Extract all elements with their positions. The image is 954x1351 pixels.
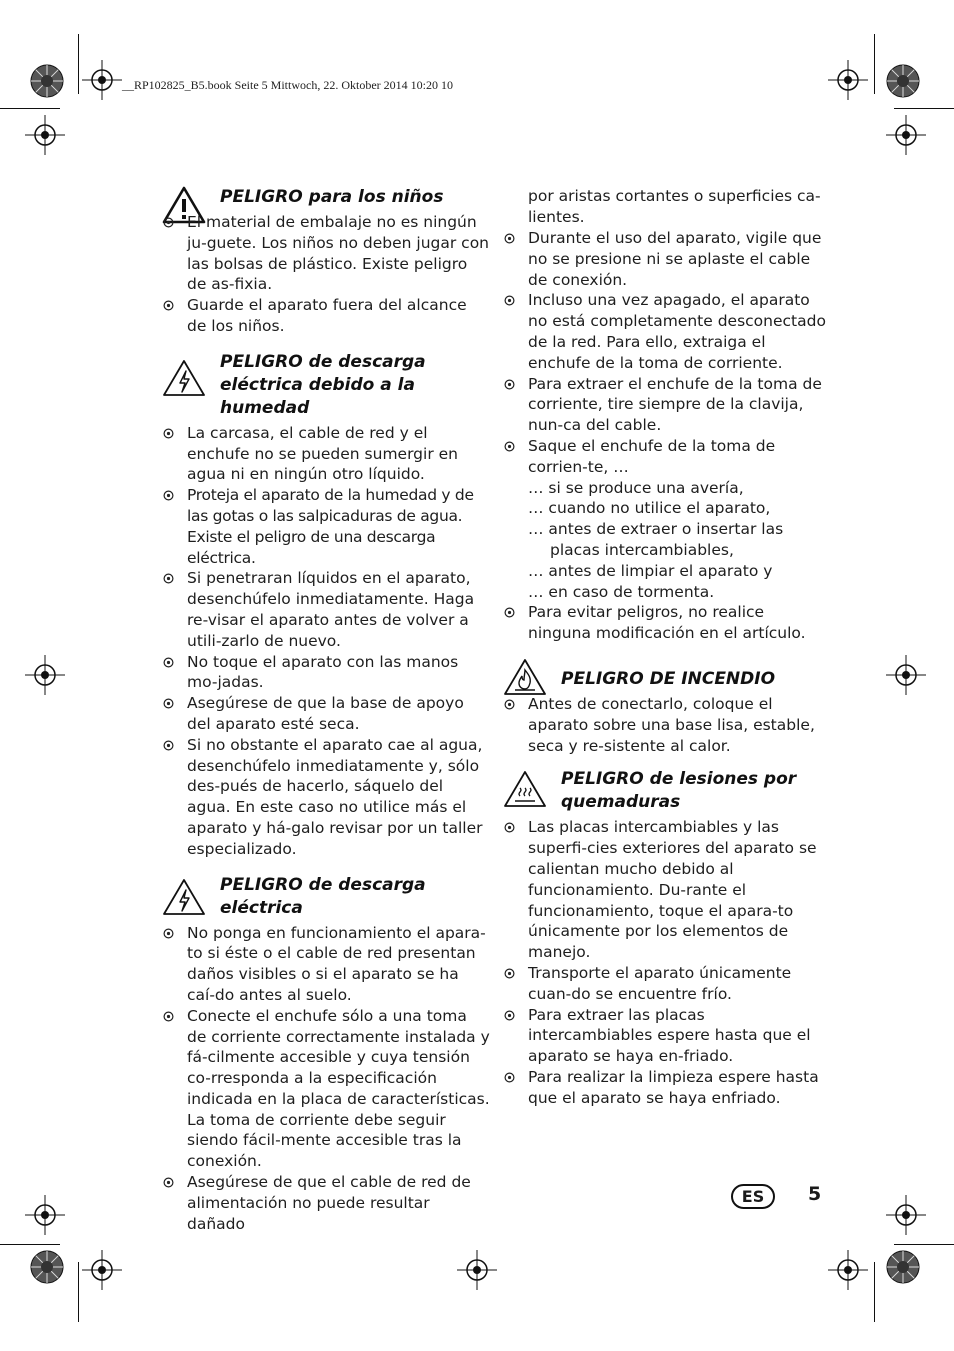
circle-dot-icon [163, 573, 174, 584]
page-number: 5 [808, 1183, 822, 1205]
circle-dot-icon [163, 428, 174, 439]
circle-dot-icon [504, 1010, 515, 1021]
crop-line [874, 34, 875, 94]
list-item: No toque el aparato con las manos mo-jadas. [160, 652, 490, 694]
sub-item: … antes de extraer o insertar las placas intercambiables, [528, 520, 784, 559]
right-column-list [501, 228, 831, 1108]
list-item: Si penetraran líquidos en el aparato, desenchúfelo inmediatamente. Haga re-visar el aparato antes de volver a utili-zarlo de nuevo. [160, 568, 490, 651]
sub-item: … en caso de tormenta. [528, 582, 715, 601]
section-fire-heading [501, 668, 831, 691]
crop-line [894, 108, 954, 109]
sub-item: … si se produce una avería, [528, 478, 744, 497]
language-badge: ES [731, 1184, 775, 1209]
registration-target-icon [828, 60, 868, 100]
section-electric-title: PELIGRO de descarga eléctrica [220, 874, 426, 918]
registration-target-icon [457, 1250, 497, 1290]
circle-dot-icon [504, 607, 515, 618]
circle-dot-icon [163, 1177, 174, 1188]
list-item: Incluso una vez apagado, el aparato no está completamente desconectado de la red. Para ello, extraiga el enchufe de la toma de corriente. [501, 290, 831, 373]
section-fire-title: PELIGRO DE INCENDIO [561, 668, 776, 689]
list-item: Asegúrese de que el cable de red de alimentación no puede resultar dañado [160, 1172, 490, 1234]
circle-dot-icon [504, 233, 515, 244]
right-column [528, 186, 828, 228]
sub-item: … cuando no utilice el aparato, [528, 499, 771, 518]
list-item: El material de embalaje no es ningún ju-guete. Los niños no deben jugar con las bolsas de plástico. Existe peligro de as-fixia. [160, 212, 490, 295]
circle-dot-icon [504, 295, 515, 306]
circle-dot-icon [163, 217, 174, 228]
section-children-heading [160, 186, 490, 209]
circle-dot-icon [504, 699, 515, 710]
registration-target-icon [25, 115, 65, 155]
flame-warning-icon [503, 658, 547, 696]
lightning-warning-icon [162, 359, 206, 397]
section-children-title: PELIGRO para los niños [220, 187, 444, 207]
registration-target-icon [82, 60, 122, 100]
crop-line [78, 34, 79, 94]
circle-dot-icon [163, 698, 174, 709]
circle-dot-icon [163, 490, 174, 501]
list-item: No ponga en funcionamiento el apara-to si éste o el cable de red presentan daños visibles o si el aparato se ha caí-do antes al suelo. [160, 923, 490, 1006]
color-wheel-icon [886, 1250, 920, 1284]
crop-line [874, 1262, 875, 1322]
section-humidity-title: PELIGRO de descarga eléctrica debido a la humedad [220, 351, 426, 418]
registration-target-icon [886, 1195, 926, 1235]
registration-target-icon [25, 655, 65, 695]
registration-target-icon [25, 1195, 65, 1235]
circle-dot-icon [163, 928, 174, 939]
list-item: Antes de conectarlo, coloque el aparato sobre una base lisa, estable, seca y re-sistente al calor. [501, 694, 831, 756]
list-item: Para realizar la limpieza espere hasta que el aparato se haya enfriado. [501, 1067, 831, 1109]
section-burns-title: PELIGRO de lesiones por quemaduras [561, 769, 797, 813]
crop-line [0, 108, 60, 109]
print-header: __RP102825_B5.book Seite 5 Mittwoch, 22. Oktober 2014 10:20 10 [122, 78, 453, 92]
circle-dot-icon [163, 1011, 174, 1022]
sub-item: … antes de limpiar el aparato y [528, 561, 773, 580]
continued-text: por aristas cortantes o superficies ca-lientes. [528, 187, 821, 226]
list-item: Proteja el aparato de la humedad y de las gotas o las salpicaduras de agua. Existe el peligro de una descarga eléctrica. [160, 485, 490, 568]
left-column [160, 186, 490, 1234]
list-item: Para evitar peligros, no realice ninguna modificación en el artículo. [501, 602, 831, 644]
circle-dot-icon [163, 740, 174, 751]
color-wheel-icon [30, 1250, 64, 1284]
list-item: Transporte el aparato únicamente cuan-do se encuentre frío. [501, 963, 831, 1005]
circle-dot-icon [163, 300, 174, 311]
list-item: Asegúrese de que la base de apoyo del aparato esté seca. [160, 693, 490, 735]
crop-line [0, 1244, 60, 1245]
section-electric-heading [160, 874, 490, 920]
list-item: Si no obstante el aparato cae al agua, desenchúfelo inmediatamente y, sólo des-pués de hacerlo, sáquelo del agua. En este caso no utilice más el aparato y há-galo revisar por un taller especializado. [160, 735, 490, 860]
crop-line [78, 1262, 79, 1322]
list-item: Conecte el enchufe sólo a una toma de corriente correctamente instalada y fá-cilmente accesible y cuya tensión co-rresponda a la especificación indicada en la placa de características. La toma de corriente debe seguir siendo fácil-mente accesible tras la conexión. [160, 1006, 490, 1172]
circle-dot-icon [504, 822, 515, 833]
list-item: Saque el enchufe de la toma de corrien-te, … [501, 436, 831, 478]
registration-target-icon [82, 1250, 122, 1290]
section-humidity-heading [160, 351, 490, 420]
list-item: Guarde el aparato fuera del alcance de los niños. [160, 295, 490, 337]
registration-target-icon [886, 115, 926, 155]
section-burns-heading [501, 768, 831, 814]
color-wheel-icon [30, 64, 64, 98]
circle-dot-icon [163, 657, 174, 668]
hot-surface-warning-icon [503, 770, 547, 808]
list-item: Para extraer las placas intercambiables espere hasta que el aparato se haya en-friado. [501, 1005, 831, 1067]
list-item: Durante el uso del aparato, vigile que no se presione ni se aplaste el cable de conexión. [501, 228, 831, 290]
list-item: La carcasa, el cable de red y el enchufe no se pueden sumergir en agua ni en ningún otro líquido. [160, 423, 490, 485]
circle-dot-icon [504, 968, 515, 979]
registration-target-icon [886, 655, 926, 695]
registration-target-icon [828, 1250, 868, 1290]
circle-dot-icon [504, 379, 515, 390]
lightning-warning-icon [162, 878, 206, 916]
circle-dot-icon [504, 441, 515, 452]
crop-line [894, 1244, 954, 1245]
list-item: Las placas intercambiables y las superfi-cies exteriores del aparato se calientan mucho debido al funcionamiento. Du-rante el funcionamiento, toque el apara-to únicamente por los elementos de manejo. [501, 817, 831, 963]
list-item: Para extraer el enchufe de la toma de corriente, tire siempre de la clavija, nun-ca del cable. [501, 374, 831, 436]
color-wheel-icon [886, 64, 920, 98]
circle-dot-icon [504, 1072, 515, 1083]
